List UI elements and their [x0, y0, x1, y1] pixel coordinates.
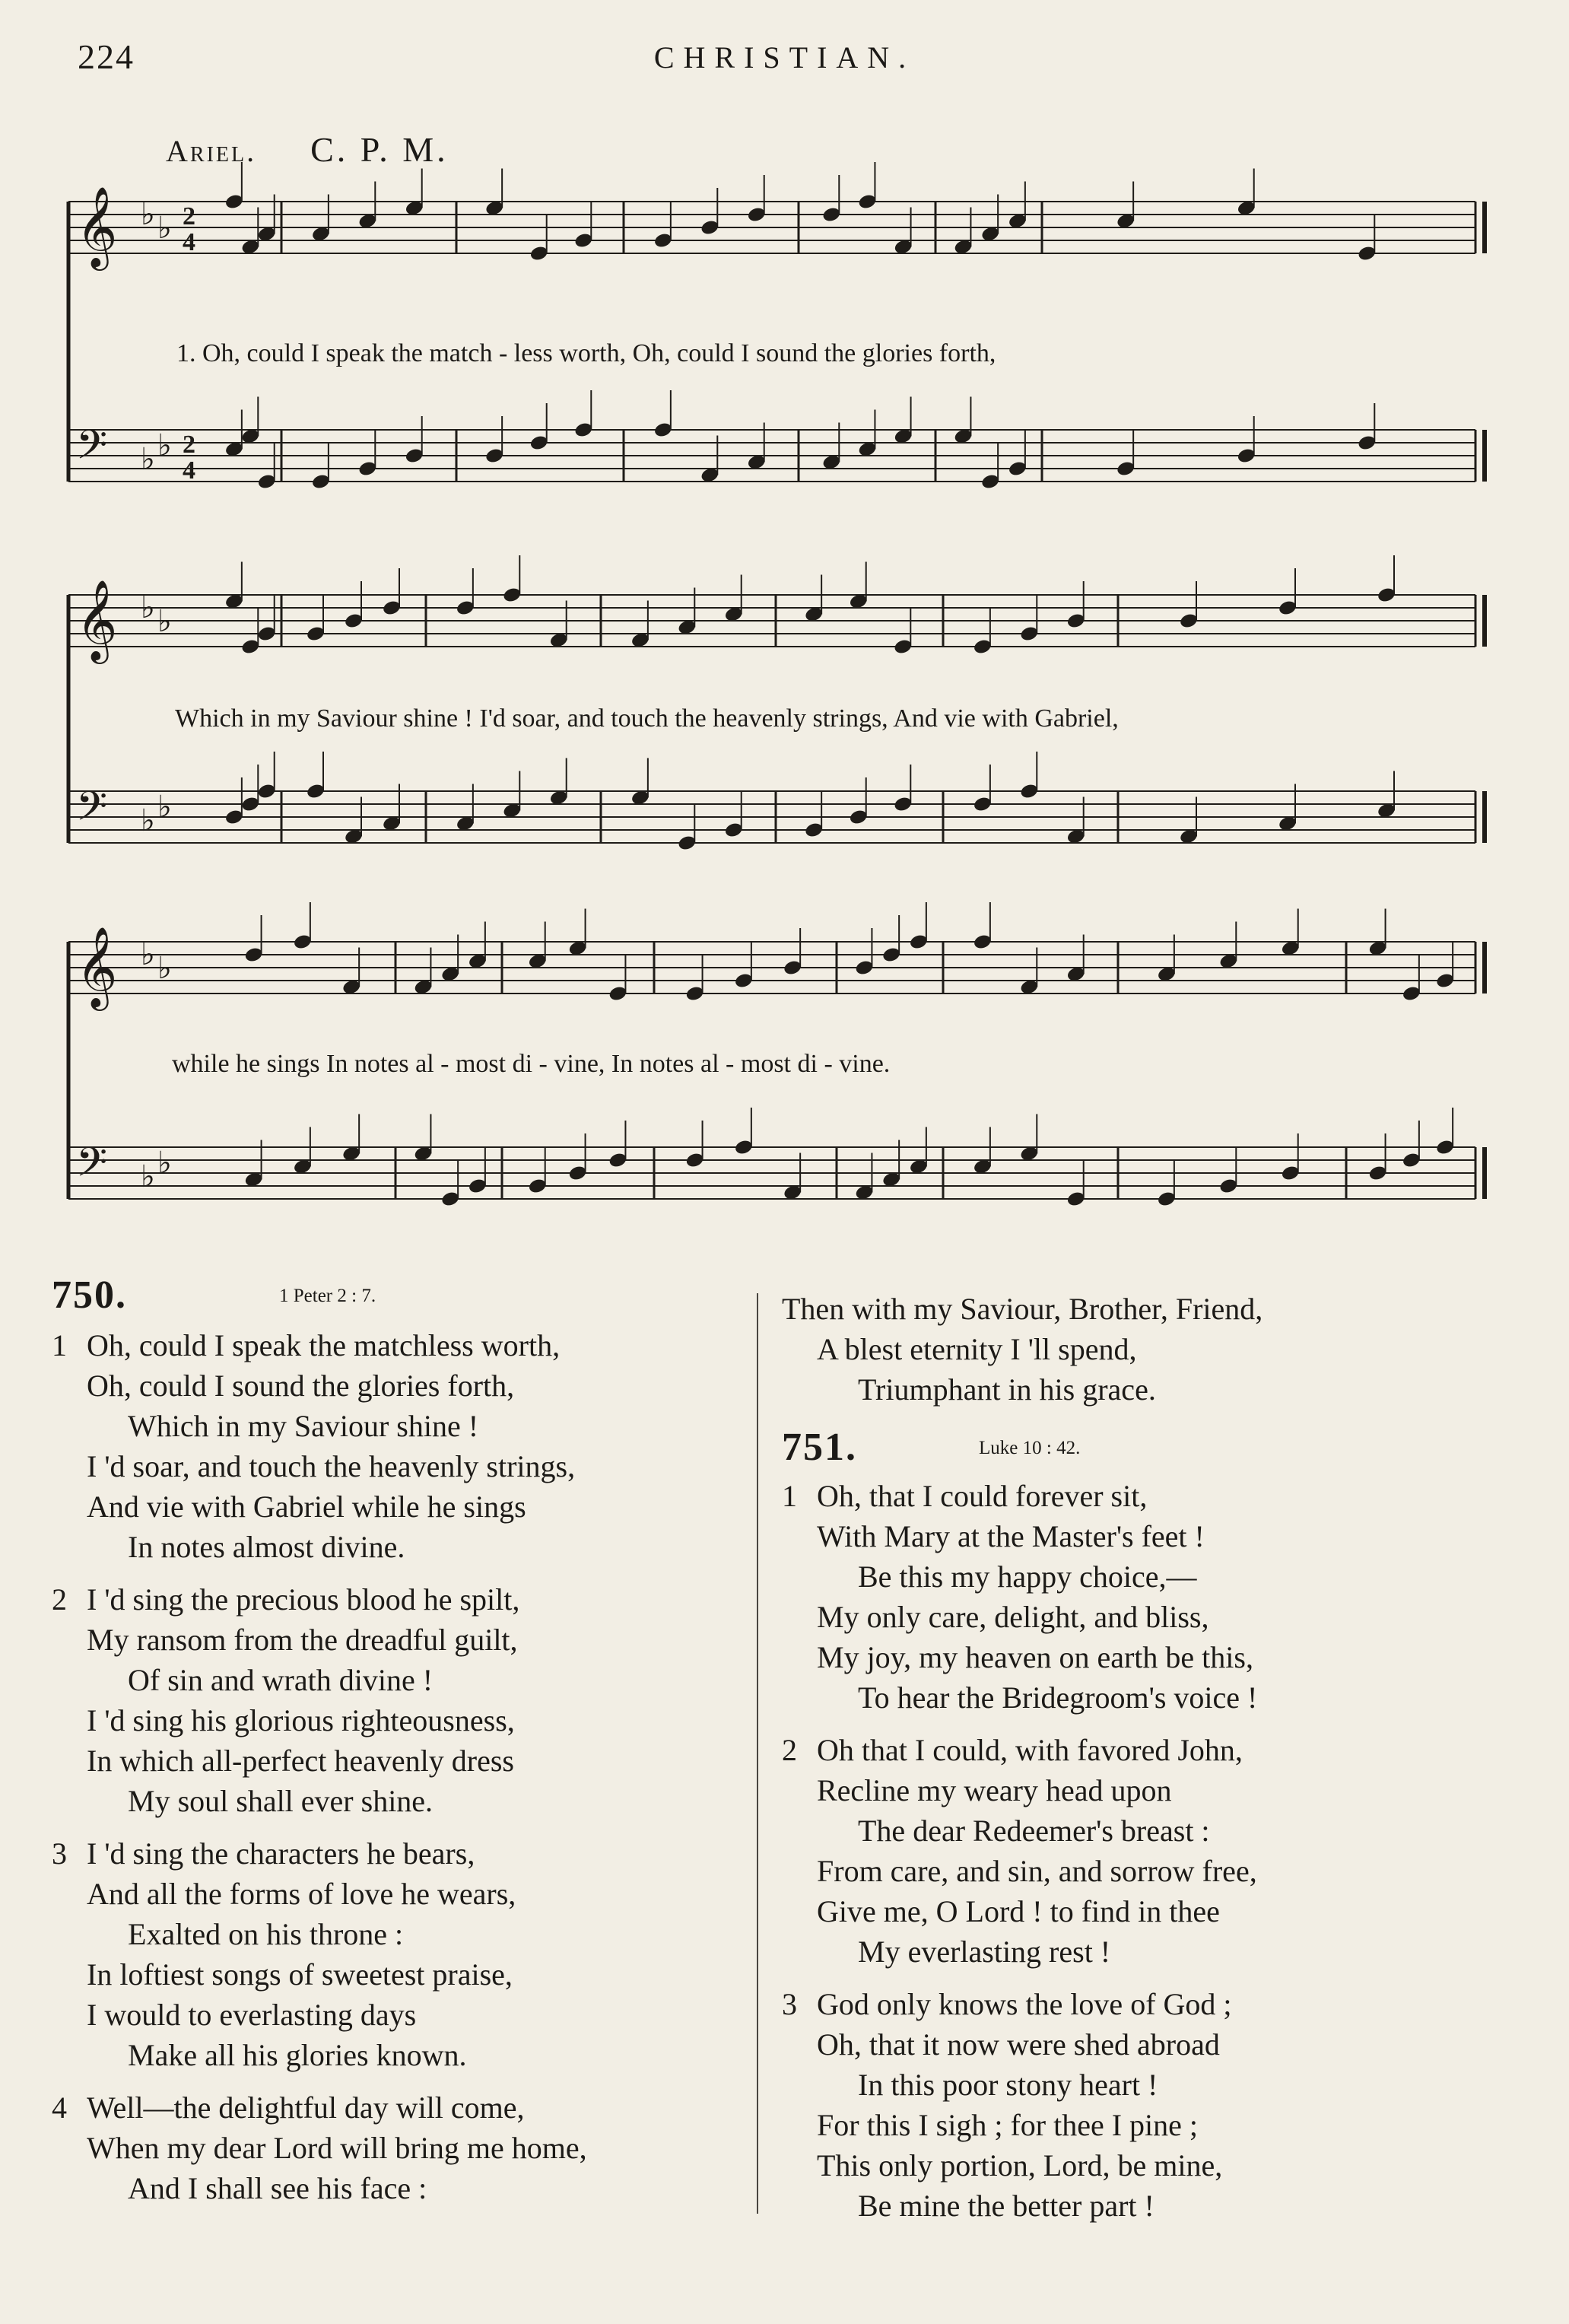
- treble-clef-icon: 𝄞: [76, 926, 118, 1007]
- verse-line: [782, 1984, 1257, 2024]
- verse-line: [782, 1677, 1257, 1718]
- verse-line: [782, 2105, 1257, 2145]
- verse-line: [52, 1874, 587, 1914]
- bass-clef-icon: 𝄢: [76, 784, 108, 840]
- verse-text: Oh, that I could forever sit,: [817, 1479, 1148, 1513]
- column-divider: [757, 1293, 758, 2214]
- continuation-lines: [782, 1289, 1263, 1410]
- verse-text: In loftiest songs of sweetest praise,: [87, 1957, 513, 1992]
- verse-line: [52, 1954, 587, 1995]
- flat-icon: ♭: [141, 1159, 155, 1194]
- verse-line: [52, 1527, 587, 1567]
- verse-text: Of sin and wrath divine !: [128, 1663, 434, 1697]
- verse-line: [782, 1289, 1263, 1329]
- verse-text: Oh, could I speak the matchless worth,: [87, 1328, 561, 1362]
- running-head: CHRISTIAN.: [653, 40, 916, 75]
- verse-line: [782, 2065, 1257, 2105]
- hymn-751-stanzas: [782, 1476, 1257, 2226]
- verse-line: [782, 1931, 1257, 1972]
- stanza-number: 2: [782, 1733, 797, 1767]
- hymn-number: 751.: [782, 1426, 857, 1469]
- flat-icon: ♭: [157, 604, 172, 639]
- stanza-number: 1: [52, 1328, 67, 1362]
- verse-line: [782, 2024, 1257, 2065]
- verse-text: I 'd soar, and touch the heavenly strings,: [87, 1449, 576, 1483]
- verse-line: [52, 1365, 587, 1406]
- verse-text: Be mine the better part !: [858, 2189, 1155, 2223]
- scripture-reference: Luke 10 : 42.: [979, 1438, 1081, 1458]
- verse-text: With Mary at the Master's feet !: [817, 1519, 1205, 1553]
- verse-line: [52, 1325, 587, 1365]
- verse-text: I 'd sing the precious blood he spilt,: [87, 1582, 520, 1617]
- verse-text: My joy, my heaven on earth be this,: [817, 1640, 1253, 1674]
- verse-text: For this I sigh ; for thee I pine ;: [817, 2108, 1199, 2142]
- stanza: [782, 1476, 1257, 1718]
- verse-line: [782, 1329, 1263, 1369]
- tune-name: Ariel.: [166, 134, 257, 168]
- flat-icon: ♭: [157, 1146, 172, 1181]
- treble-clef-icon: 𝄞: [76, 186, 118, 267]
- hymn-750-stanzas: [52, 1325, 587, 2208]
- verse-text: The dear Redeemer's breast :: [858, 1814, 1210, 1848]
- underlay-system-3: while he sings In notes al - most di - vine, In notes al - most di - vine.: [172, 1050, 891, 1078]
- verse-text: Well—the delightful day will come,: [87, 2090, 525, 2125]
- verse-text: Triumphant in his grace.: [858, 1372, 1156, 1407]
- verse-line: [782, 1476, 1257, 1516]
- flat-icon: ♭: [157, 951, 172, 986]
- flat-icon: ♭: [157, 428, 172, 463]
- verse-line: [782, 1516, 1257, 1556]
- hymn-751: [782, 1427, 1257, 2226]
- time-signature-icon: 2: [183, 431, 195, 459]
- stanza: [782, 1984, 1257, 2226]
- verse-line: [52, 2087, 587, 2128]
- stanza-number: 1: [782, 1479, 797, 1513]
- bass-clef-icon: 𝄢: [76, 1140, 108, 1196]
- verse-text: I 'd sing the characters he bears,: [87, 1836, 475, 1871]
- verse-text: This only portion, Lord, be mine,: [817, 2148, 1223, 2183]
- verse-text: Then with my Saviour, Brother, Friend,: [782, 1292, 1263, 1326]
- stanza-number: 2: [52, 1582, 67, 1617]
- verse-text: God only knows the love of God ;: [817, 1987, 1232, 2021]
- verse-line: [52, 1579, 587, 1620]
- verse-line: [782, 1556, 1257, 1597]
- verse-line: [782, 2186, 1257, 2226]
- verse-text: Oh, that it now were shed abroad: [817, 2027, 1220, 2062]
- verse-text: Make all his glories known.: [128, 2038, 467, 2072]
- tune-meter: C. P. M.: [310, 130, 449, 169]
- verse-line: [782, 1637, 1257, 1677]
- verse-line: [782, 1851, 1257, 1891]
- verse-text: In which all-perfect heavenly dress: [87, 1744, 514, 1778]
- verse-line: [52, 1995, 587, 2035]
- stanza: [52, 1833, 587, 2075]
- verse-text: I 'd sing his glorious righteousness,: [87, 1703, 515, 1737]
- stanza: [782, 1730, 1257, 1972]
- scripture-reference: 1 Peter 2 : 7.: [279, 1286, 376, 1306]
- flat-icon: ♭: [157, 211, 172, 246]
- verse-line: [782, 1811, 1257, 1851]
- verse-line: [52, 2168, 587, 2208]
- verse-text: Oh, could I sound the glories forth,: [87, 1369, 515, 1403]
- verse-text: Be this my happy choice,—: [858, 1559, 1197, 1594]
- verse-line: [782, 2145, 1257, 2186]
- flat-icon: ♭: [141, 803, 155, 838]
- treble-clef-icon: 𝄞: [76, 579, 118, 660]
- stanza-number: 3: [52, 1836, 67, 1871]
- verse-text: Give me, O Lord ! to find in thee: [817, 1894, 1220, 1928]
- verse-text: In this poor stony heart !: [858, 2068, 1158, 2102]
- verse-text: My only care, delight, and bliss,: [817, 1600, 1209, 1634]
- time-signature-icon: 2: [183, 202, 195, 230]
- flat-icon: ♭: [141, 590, 155, 625]
- verse-text: A blest eternity I 'll spend,: [817, 1332, 1137, 1366]
- verse-line: [52, 1620, 587, 1660]
- verse-line: [52, 1700, 587, 1741]
- stanza: [52, 1579, 587, 1821]
- verse-text: From care, and sin, and sorrow free,: [817, 1854, 1257, 1888]
- verse-line: [52, 1486, 587, 1527]
- underlay-system-1: 1. Oh, could I speak the match - less worth, Oh, could I sound the glories forth,: [176, 339, 996, 367]
- stanza: [52, 1325, 587, 1567]
- verse-line: [52, 1406, 587, 1446]
- verse-line: [782, 1891, 1257, 1931]
- flat-icon: ♭: [157, 790, 172, 825]
- hymn-750-continuation: [782, 1289, 1263, 1410]
- verse-line: [782, 1597, 1257, 1637]
- flat-icon: ♭: [141, 937, 155, 972]
- page-number: 224: [78, 37, 135, 76]
- stanza-number: 4: [52, 2090, 67, 2125]
- verse-text: My ransom from the dreadful guilt,: [87, 1623, 518, 1657]
- verse-text: In notes almost divine.: [128, 1530, 405, 1564]
- hymn-750: [52, 1275, 587, 2208]
- verse-line: [52, 2128, 587, 2168]
- verse-text: Recline my weary head upon: [817, 1773, 1172, 1807]
- verse-line: [52, 2035, 587, 2075]
- verse-text: Oh that I could, with favored John,: [817, 1733, 1243, 1767]
- time-signature-icon: 4: [183, 456, 195, 485]
- verse-line: [52, 1781, 587, 1821]
- verse-text: Which in my Saviour shine !: [128, 1409, 479, 1443]
- underlay-system-2: Which in my Saviour shine ! I'd soar, and touch the heavenly strings, And vie with Gabriel,: [175, 704, 1119, 733]
- verse-text: When my dear Lord will bring me home,: [87, 2131, 587, 2165]
- verse-line: [52, 1741, 587, 1781]
- verse-line: [782, 1730, 1257, 1770]
- stanza-number: 3: [782, 1987, 797, 2021]
- verse-text: My everlasting rest !: [858, 1935, 1111, 1969]
- verse-line: [52, 1833, 587, 1874]
- verse-line: [782, 1770, 1257, 1811]
- flat-icon: ♭: [141, 197, 155, 232]
- time-signature-icon: 4: [183, 228, 195, 256]
- verse-text: And vie with Gabriel while he sings: [87, 1489, 526, 1524]
- flat-icon: ♭: [141, 442, 155, 477]
- bass-clef-icon: 𝄢: [76, 422, 108, 478]
- stanza: [52, 2087, 587, 2208]
- verse-text: My soul shall ever shine.: [128, 1784, 434, 1818]
- verse-text: To hear the Bridegroom's voice !: [858, 1680, 1258, 1715]
- verse-line: [52, 1660, 587, 1700]
- verse-line: [52, 1914, 587, 1954]
- verse-text: And all the forms of love he wears,: [87, 1877, 516, 1911]
- verse-line: [782, 1369, 1263, 1410]
- verse-line: [52, 1446, 587, 1486]
- verse-text: Exalted on his throne :: [128, 1917, 404, 1951]
- hymn-number: 750.: [52, 1273, 127, 1317]
- verse-text: I would to everlasting days: [87, 1998, 417, 2032]
- verse-text: And I shall see his face :: [128, 2171, 427, 2205]
